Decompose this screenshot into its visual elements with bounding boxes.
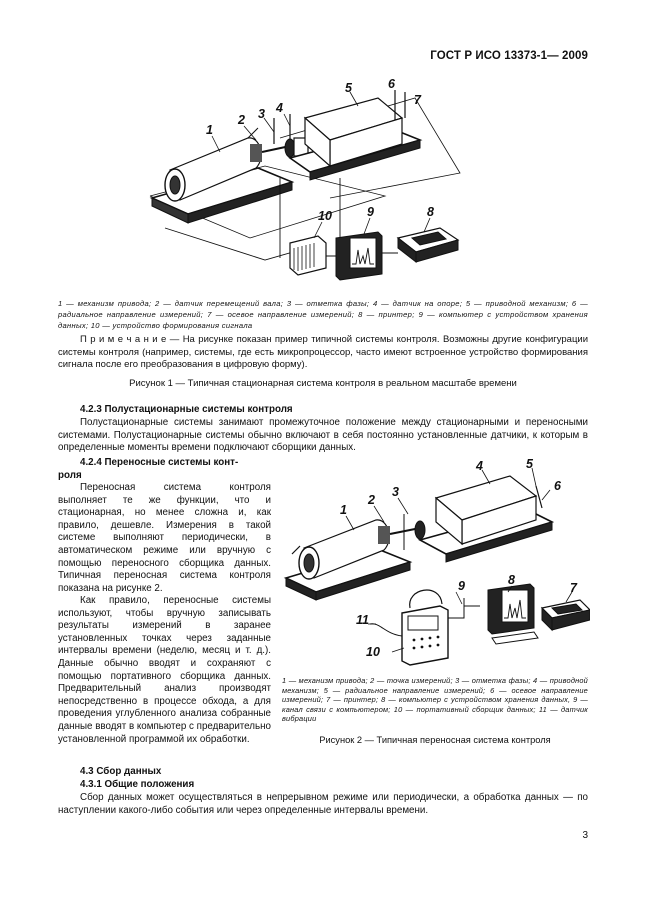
fig1-label-5: 5 (345, 81, 352, 95)
section-4-3-1-heading: 4.3.1 Общие положения (80, 779, 195, 790)
document-header: ГОСТ Р ИСО 13373-1— 2009 (430, 50, 588, 62)
note-text: — На рисунке показан пример типичной системы контроля. Возможны другие конфигурации системы контроля (например, системы, где есть микропроцессор, часто имеют встроенное устройство формирования сигнала после его преобразования в цифровую форму). (58, 334, 589, 370)
fig2-label-9: 9 (458, 579, 465, 593)
figure-2-legend: 1 — механизм привода; 2 — точка измерений; 3 — отметка фазы; 4 — приводной механизм; 5 — радиальное направление измерений; 6 — осевое направление измерений; 7 — принтер; 8 — компьютер с устройством хранения данных, 9 — канал связи с компьютером; 10 — портативный сборщик данных; 11 — датчик вибрации (282, 676, 588, 724)
figure-1-note (58, 334, 588, 372)
fig2-label-3: 3 (392, 485, 399, 499)
fig2-label-11: 11 (356, 613, 369, 627)
figure-1-diagram (140, 78, 470, 283)
fig1-label-2: 2 (238, 113, 245, 127)
section-4-2-4-heading-line1: 4.2.4 Переносные системы конт- (80, 457, 239, 468)
section-4-2-4-para1: Переносная система контроля выполняет те же функции, что и стационарная, но менее сложна и, как правило, дешевле. Измерения в такой системе выполняют периодически, в автоматическом режиме или вручную с помощью переносного сборщика данных. Типичная переносная система контроля показана на рисунке 2. (58, 482, 271, 594)
fig1-label-6: 6 (388, 78, 395, 91)
section-4-2-4-para2: Как правило, переносные системы используют, чтобы вручную записывать результаты измерений в заранее установленных точках через заданные интервалы времени (неделю, месяц и т. д.). Данные обычно вводят и сохраняют с помощью портативного сборщика данных. Предварительный анализ производят непосредственно в процессе обхода, а для проведения углубленного анализа собранные данные вводят в компьютер с предварительно установленной программой их обработки. (58, 595, 271, 745)
section-4-3-heading: 4.3 Сбор данных (80, 766, 162, 777)
note-lead: П р и м е ч а н и е (80, 334, 167, 345)
section-4-2-3-text: Полустационарные системы занимают промежуточное положение между стационарными и переносными системами. Полустационарные системы обычно включают в себя постоянно установленные датчики, к которым в определенные моменты времени подключают сборщики данных. (58, 417, 588, 454)
fig2-label-10: 10 (366, 645, 380, 659)
fig2-label-8: 8 (508, 573, 515, 587)
fig1-label-10: 10 (318, 209, 332, 223)
fig2-label-1: 1 (340, 503, 347, 517)
page-number: 3 (582, 830, 588, 841)
section-4-2-4-heading-line2: роля (58, 470, 82, 481)
fig1-label-7: 7 (414, 93, 421, 107)
fig2-label-5: 5 (526, 458, 533, 471)
fig2-label-6: 6 (554, 479, 561, 493)
fig1-label-1: 1 (206, 123, 213, 137)
figure-2-diagram (280, 458, 590, 670)
fig1-label-8: 8 (427, 205, 434, 219)
section-4-2-3-heading: 4.2.3 Полустационарные системы контроля (80, 404, 293, 415)
fig2-label-2: 2 (368, 493, 375, 507)
fig1-label-9: 9 (367, 205, 374, 219)
figure-1-title: Рисунок 1 — Типичная стационарная система контроля в реальном масштабе времени (129, 378, 517, 389)
figure-2-title: Рисунок 2 — Типичная переносная система контроля (319, 735, 551, 745)
fig2-label-4: 4 (476, 459, 483, 473)
fig1-label-4: 4 (276, 101, 283, 115)
fig2-label-7: 7 (570, 581, 577, 595)
fig1-label-3: 3 (258, 107, 265, 121)
figure-1-legend: 1 — механизм привода; 2 — датчик перемещений вала; 3 — отметка фазы; 4 — датчик на опоре; 5 — приводной механизм; 6 — радиальное направление измерений; 7 — осевое направление измерений; 8 — принтер; 9 — компьютер с устройством хранения данных; 10 — устройство формирования сигнала (58, 299, 588, 330)
section-4-3-1-text: Сбор данных может осуществляться в непрерывном режиме или периодически, а обработка данных — по наступлении какого-либо события или через определенные интервалы времени. (58, 792, 588, 816)
